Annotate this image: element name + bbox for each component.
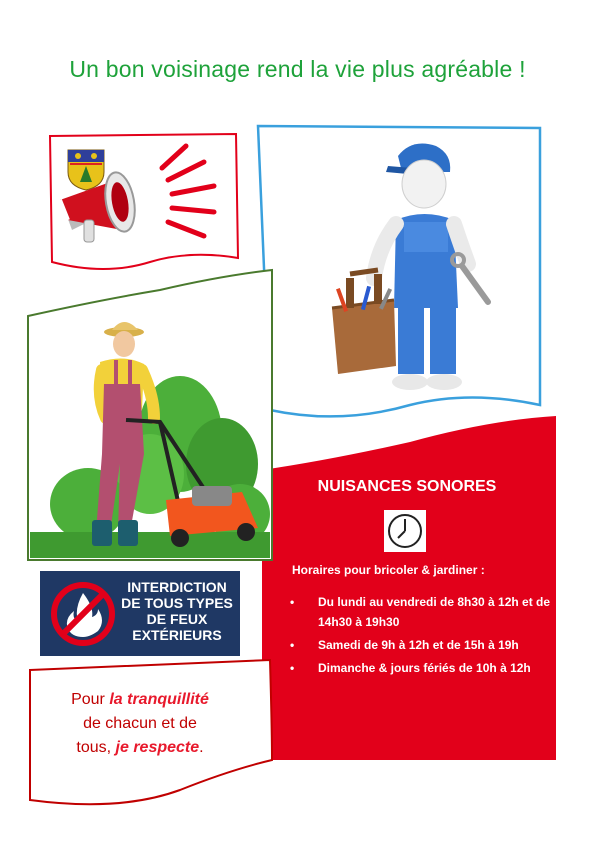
gardener-illustration [30,314,270,558]
interdiction-line1: INTERDICTION [127,579,227,595]
interdiction-text [118,579,236,643]
schedule-weekdays: Du lundi au vendredi de 8h30 à 12h et de 14h30 à 19h30 [318,595,551,629]
tranq-emph1: la tranquillité [109,691,209,708]
red-panel [262,416,556,760]
tranq-part4: . [199,739,204,756]
clock-icon [384,510,426,552]
tranquillite-line1 [40,688,240,712]
bullet: • [290,638,295,652]
tranquillite-text [40,688,240,760]
tranquillite-line3 [40,736,240,760]
worker-figure [312,138,502,396]
list-item [290,635,552,655]
megaphone-icon [54,140,234,250]
bullet: • [290,661,295,675]
interdiction-line4: EXTÉRIEURS [132,627,222,643]
page-title: Un bon voisinage rend la vie plus agréable ! [69,56,526,82]
list-item [290,592,552,632]
nuisances-heading: NUISANCES SONORES [317,478,497,495]
tranq-emph2: je respecte [115,739,200,756]
schedule-list [290,592,552,681]
hours-label: Horaires pour bricoler & jardiner : [292,563,485,577]
tranq-part1: Pour [71,691,110,708]
no-fire-icon [50,581,116,647]
schedule-saturday: Samedi de 9h à 12h et de 15h à 19h [318,638,519,652]
interdiction-line3: DE FEUX [146,611,208,627]
bullet: • [290,595,295,609]
tranquillite-line2: de chacun et de [83,715,197,732]
schedule-sunday: Dimanche & jours fériés de 10h à 12h [318,661,531,675]
interdiction-line2: DE TOUS TYPES [121,595,233,611]
list-item [290,658,552,678]
tranq-part3: tous, [76,739,116,756]
